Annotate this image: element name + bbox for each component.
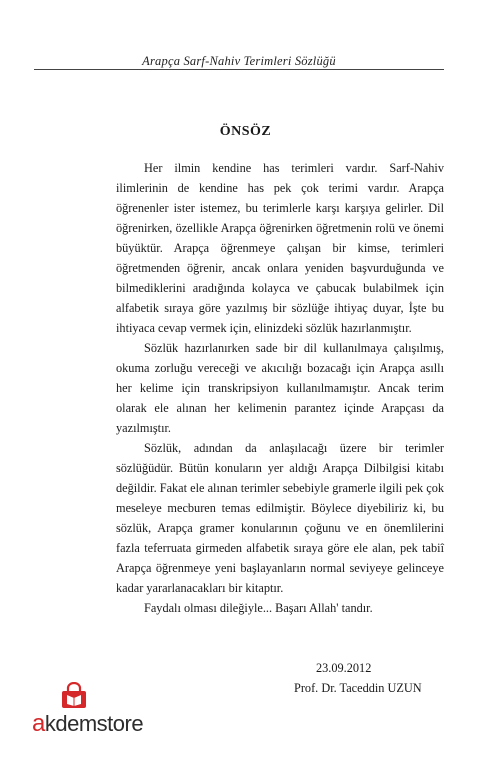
header-rule <box>34 69 444 70</box>
paragraph-2: Sözlük hazırlanırken sade bir dil kullanılmaya çalışılmış, okuma zorluğu vereceği ve akıcılığı bozacağı için Arapça asıllı her kelime için transkripsiyon kullanılmamıştır. Ancak terim olarak ele alınan her kelimenin parantez içinde Arapçası da yazılmıştır. <box>116 341 444 435</box>
paragraph-4: Faydalı olması dileğiyle... Başarı Allah' tandır. <box>144 601 373 615</box>
watermark-brand <box>32 710 143 738</box>
page-title: ÖNSÖZ <box>219 124 272 139</box>
signature-block <box>260 658 444 698</box>
book-bag-icon <box>56 682 92 712</box>
signature-name: Prof. Dr. Taceddin UZUN <box>294 681 422 695</box>
preface-body <box>116 158 444 618</box>
running-header: Arapça Sarf-Nahiv Terimleri Sözlüğü <box>142 54 336 68</box>
brand-rest: kdemstore <box>44 711 144 736</box>
watermark-logo <box>32 682 182 742</box>
brand-accent: a <box>32 710 45 737</box>
paragraph-3: Sözlük, adından da anlaşılacağı üzere bir terimler sözlüğüdür. Bütün konuların yer aldığı Arapça Dilbilgisi kitabı değildir. Fakat ele alınan terimler sebebiyle gramerle ilgili pek çok meseleye mecburen temas edilmiştir. Böylece diyebiliriz ki, bu sözlük, Arapça gramer konularının çoğunu ve en önemlilerini fazla teferruata girmeden alfabetik sıraya göre ele alan, pek tabiî Arapça öğrenmeye yeni başlayanların normal seviyeye gelinceye kadar yararlanacakları bir kitaptır. <box>116 441 444 595</box>
signature-date: 23.09.2012 <box>316 661 372 675</box>
paragraph-1: Her ilmin kendine has terimleri vardır. Sarf-Nahiv ilimlerinin de kendine has pek çok terimi vardır. Arapça öğrenenler ister istemez, bu terimlerle karşı karşıya gelirler. Dil öğrenirken, özellikle Arapça öğrenirken öğretmenin rolü ve önemi büyüktür. Arapça öğrenmeye çalışan bir kimse, terimleri öğretmenden öğrenir, ancak onlara yeniden başvurduğunda ve bilmediklerini aradığında kolayca ve çabucak bulabilmek için alfabetik sıraya göre yazılmış bir sözlüğe ihtiyaç duyar, İşte bu ihtiyaca cevap vermek için, elinizdeki sözlük hazırlanmıştır. <box>116 161 444 335</box>
